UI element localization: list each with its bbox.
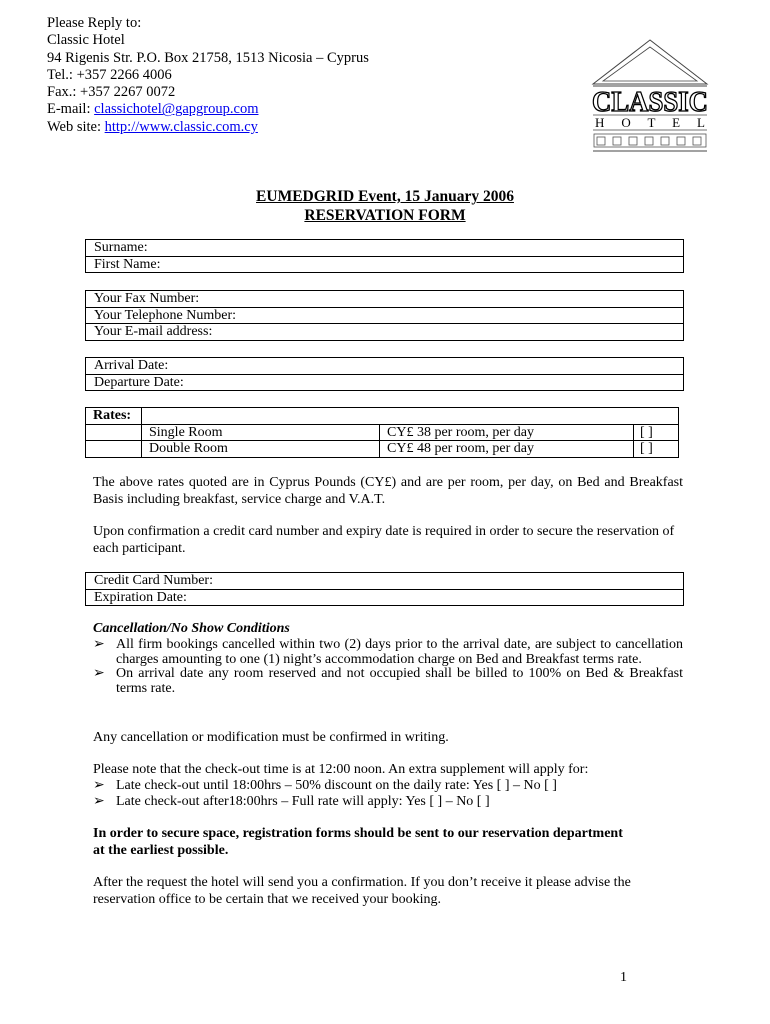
room-type: Double Room xyxy=(142,441,380,458)
name-fields-table xyxy=(85,239,684,273)
secure-space-note: In order to secure space, registration forms should be sent to our reservation department at the earliest possible. xyxy=(93,826,623,858)
arrow-bullet-icon: ➢ xyxy=(93,778,105,793)
first-name-field[interactable]: First Name: xyxy=(86,256,684,273)
email-address-field[interactable]: Your E-mail address: xyxy=(86,324,684,341)
checkout-intro: Please note that the check-out time is at 12:00 noon. An extra supplement will apply for: xyxy=(93,762,589,777)
rate-row-single xyxy=(86,424,679,441)
classic-hotel-logo xyxy=(589,38,711,158)
cancellation-item: ➢ On arrival date any room reserved and not occupied shall be billed to 100% on Bed & Breakfast terms rate. xyxy=(93,666,683,697)
contact-fields-table xyxy=(85,290,684,341)
departure-date-field[interactable]: Departure Date: xyxy=(86,374,684,391)
checkout-option: ➢ Late check-out after18:00hrs – Full rate will apply: Yes [ ] – No [ ] xyxy=(93,794,490,809)
hotel-name: Classic Hotel xyxy=(47,32,125,49)
rates-note: The above rates quoted are in Cyprus Pounds (CY£) and are per room, per day, on Bed and Breakfast Basis including breakfast, service charge and V.A.T. xyxy=(93,475,683,507)
credit-card-number-field[interactable]: Credit Card Number: xyxy=(86,573,684,590)
cancellation-item: ➢ All firm bookings cancelled within two (2) days prior to the arrival date, are subject to cancellation charges amounting to one (1) night’s accommodation charge on Bed and Breakfast terms rate. xyxy=(93,636,683,667)
confirmation-note: Upon confirmation a credit card number and expiry date is required in order to secure the reservation of each participant. xyxy=(93,524,675,556)
writing-note: Any cancellation or modification must be confirmed in writing. xyxy=(93,730,449,745)
arrow-bullet-icon: ➢ xyxy=(93,636,105,652)
form-title: RESERVATION FORM xyxy=(304,207,466,224)
hotel-fax: Fax.: +357 2267 0072 xyxy=(47,84,176,101)
room-price: CY£ 48 per room, per day xyxy=(380,441,634,458)
reply-to-label: Please Reply to: xyxy=(47,15,142,31)
arrow-bullet-icon: ➢ xyxy=(93,794,105,809)
rates-label: Rates: xyxy=(86,408,142,425)
cancellation-section xyxy=(93,622,683,697)
hotel-website-line: Web site: http://www.classic.com.cy xyxy=(47,118,258,135)
dates-fields-table xyxy=(85,357,684,391)
event-title: EUMEDGRID Event, 15 January 2006 xyxy=(256,188,514,205)
single-room-checkbox[interactable]: [ ] xyxy=(634,424,679,441)
logo-word-hotel: H O T E L xyxy=(595,115,705,130)
rates-table xyxy=(85,407,679,458)
cancellation-heading: Cancellation/No Show Conditions xyxy=(93,621,290,636)
card-fields-table xyxy=(85,572,684,606)
double-room-checkbox[interactable]: [ ] xyxy=(634,441,679,458)
surname-field[interactable]: Surname: xyxy=(86,240,684,257)
fax-number-field[interactable]: Your Fax Number: xyxy=(86,291,684,308)
hotel-telephone: Tel.: +357 2266 4006 xyxy=(47,66,172,83)
final-note: After the request the hotel will send you a confirmation. If you don’t receive it please advise the reservation office to be certain that we received your booking. xyxy=(93,875,631,907)
room-type: Single Room xyxy=(142,424,380,441)
hotel-email-line: E-mail: classichotel@gapgroup.com xyxy=(47,101,259,118)
arrow-bullet-icon: ➢ xyxy=(93,666,105,682)
logo-word-classic: CLASSIC xyxy=(592,87,708,118)
page-number: 1 xyxy=(620,970,627,985)
website-link[interactable]: http://www.classic.com.cy xyxy=(104,118,258,135)
checkout-section xyxy=(93,762,683,810)
expiration-date-field[interactable]: Expiration Date: xyxy=(86,589,684,606)
email-link[interactable]: classichotel@gapgroup.com xyxy=(94,101,259,118)
reply-address-block xyxy=(47,15,369,136)
room-price: CY£ 38 per room, per day xyxy=(380,424,634,441)
arrival-date-field[interactable]: Arrival Date: xyxy=(86,358,684,375)
checkout-option: ➢ Late check-out until 18:00hrs – 50% discount on the daily rate: Yes [ ] – No [ ] xyxy=(93,778,557,793)
hotel-address: 94 Rigenis Str. P.O. Box 21758, 1513 Nicosia – Cyprus xyxy=(47,49,369,66)
rate-row-double xyxy=(86,441,679,458)
telephone-number-field[interactable]: Your Telephone Number: xyxy=(86,307,684,324)
